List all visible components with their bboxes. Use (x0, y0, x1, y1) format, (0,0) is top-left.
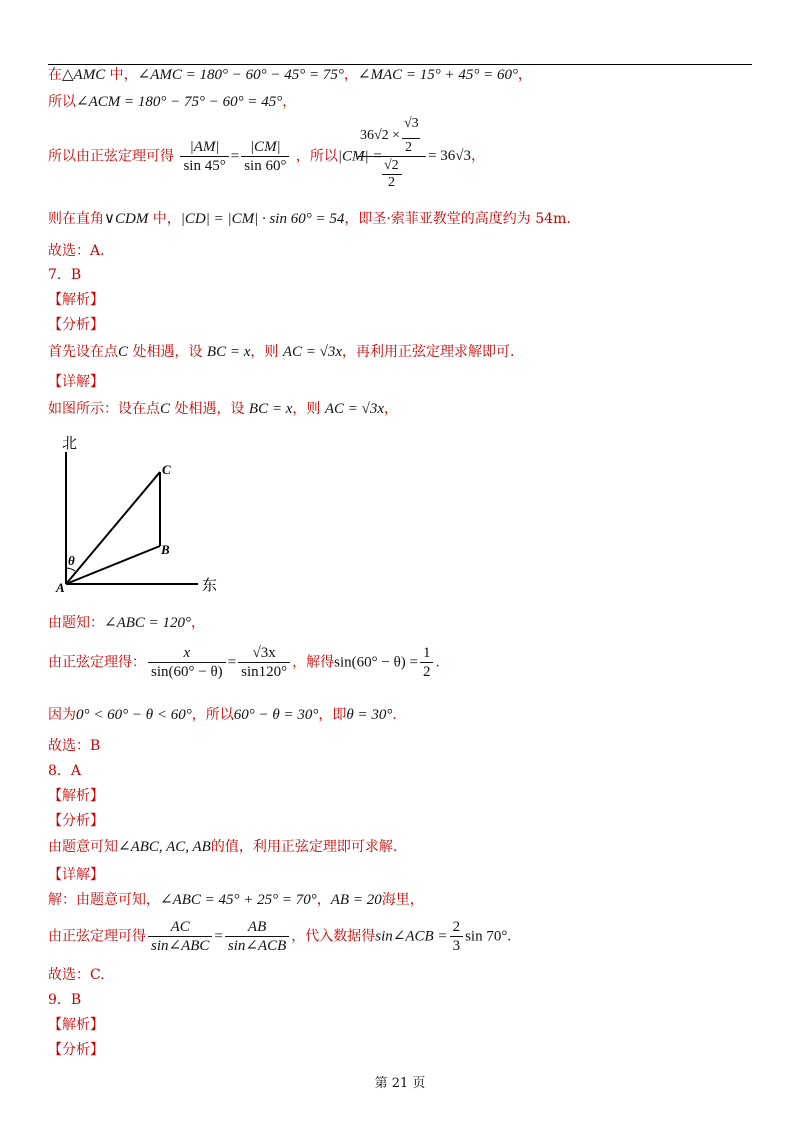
page-number: 第 21 页 (374, 1076, 426, 1091)
text: ，即圣·索菲亚教堂的高度约为 54m. (344, 211, 571, 227)
math: C (160, 401, 171, 417)
question-number: 9．B (48, 992, 82, 1008)
answer-line: 故选：B (48, 738, 101, 754)
math: θ = 30° (346, 707, 393, 723)
line-13 (48, 644, 440, 681)
denominator: sin 45° (183, 158, 226, 174)
math: ∠AMC = 180° − 60° − 45° = 75° (137, 67, 344, 83)
answer-line: 故选：C. (48, 967, 105, 983)
header-rule (48, 64, 752, 65)
text: 因为 (48, 707, 76, 723)
denominator: √2 (384, 158, 399, 173)
denominator: sin∠ABC (151, 938, 210, 954)
text: ，解得 (292, 654, 335, 671)
math: ∠ABC = 45° + 25° = 70° (160, 892, 317, 908)
sqrt3: √3 (404, 116, 419, 131)
text: 处相遇，设 (128, 344, 207, 360)
line-3 (48, 138, 383, 175)
text: ， (384, 401, 399, 417)
text: ，则 (250, 344, 283, 360)
text: 中， (148, 211, 181, 227)
text: ， (470, 148, 485, 164)
text: 中， (105, 67, 138, 83)
denominator: sin120° (241, 664, 288, 680)
text: 由题知： (48, 615, 104, 631)
section-analysis: 【解析】 (48, 1017, 104, 1033)
line-1 (48, 66, 532, 84)
fraction (225, 918, 289, 955)
label-east: 东 (202, 578, 218, 594)
math: AB = 20 (330, 892, 382, 908)
text: . (435, 654, 440, 671)
text: 的值，利用正弦定理即可求解. (210, 839, 398, 855)
text: 由正弦定理可得 (48, 928, 146, 945)
label-theta: θ (68, 553, 75, 568)
text: ，再利用正弦定理求解即可. (342, 344, 515, 360)
compound-fraction (358, 116, 428, 192)
text: 海里， (381, 892, 424, 908)
segment-ab (66, 546, 160, 584)
text: 所以 (48, 94, 76, 110)
equals: = (227, 654, 237, 671)
sub-denominator: 2 (388, 175, 395, 190)
math: 60° − θ = 30° (233, 707, 319, 723)
math: ∠ACM = 180° − 75° − 60° = 45° (76, 94, 283, 110)
line-11 (48, 400, 398, 418)
numerator: 36√2 × (360, 128, 401, 143)
geometry-diagram (48, 432, 228, 598)
text: ， (191, 615, 206, 631)
fraction-half (420, 644, 434, 681)
math: 0° < 60° − θ < 60° (76, 707, 192, 723)
label-north: 北 (62, 436, 78, 452)
math: ∠ABC = 120° (104, 615, 192, 631)
section-analysis: 【解析】 (48, 788, 104, 804)
math: sin(60° − θ) = (334, 654, 418, 671)
text: ，所以 (295, 148, 338, 165)
text: ，代入数据得 (291, 928, 376, 945)
text: ，则 (292, 401, 325, 417)
label-c: C (162, 462, 171, 477)
math: AC = √3x (282, 344, 343, 360)
fraction (148, 644, 226, 681)
math: = 36√3 (428, 148, 471, 164)
math: C (118, 344, 129, 360)
question-number: 8．A (48, 763, 82, 779)
sub-fraction-bar (402, 138, 420, 139)
denominator: sin∠ACB (227, 938, 287, 954)
numerator: 2 (450, 918, 464, 937)
question-number: 7．B (48, 267, 82, 283)
text: 解：由题意可知， (48, 892, 160, 908)
text: ， (343, 67, 358, 83)
text: 如图所示：设在点 (48, 401, 160, 417)
fraction (238, 644, 290, 681)
line-9 (48, 343, 514, 361)
numerator: x (148, 644, 226, 663)
segment-ac (66, 472, 160, 584)
math: BC = x (206, 344, 251, 360)
numerator: AB (225, 918, 289, 937)
label-b: B (161, 542, 170, 557)
section-detail: 【详解】 (48, 374, 104, 390)
section-detail: 【详解】 (48, 867, 104, 883)
line-4 (48, 210, 571, 228)
section-analysis-2: 【分析】 (48, 317, 104, 333)
line-21 (48, 891, 424, 909)
sub-denominator: 2 (405, 140, 412, 155)
line-3-tail (428, 147, 485, 165)
text: 所以由正弦定理可得 (48, 148, 174, 165)
text: 在 (48, 67, 62, 83)
fraction (148, 918, 212, 955)
fraction-two-thirds (450, 918, 464, 955)
math: |CD| = |CM| · sin 60° = 54 (180, 211, 345, 227)
text: 首先设在点 (48, 344, 118, 360)
fraction-am-sin45 (180, 138, 228, 175)
line-2 (48, 93, 296, 111)
denominator: 3 (452, 938, 461, 954)
math: |CM| = (337, 148, 383, 165)
fraction-cm-sin60 (241, 138, 289, 175)
math: AC = √3x (324, 401, 385, 417)
section-analysis-2: 【分析】 (48, 1042, 104, 1058)
text: ， (282, 94, 297, 110)
numerator: |CM| (241, 138, 289, 157)
section-analysis-2: 【分析】 (48, 813, 104, 829)
equals: = (214, 928, 223, 945)
numerator: √3x (238, 644, 290, 663)
math: ∨CDM (104, 211, 149, 227)
label-a: A (56, 580, 65, 595)
math: sin 70°. (465, 928, 512, 945)
text: . (392, 707, 397, 723)
text: ，即 (318, 707, 347, 723)
math: △AMC (62, 67, 106, 83)
line-14 (48, 706, 397, 724)
text: 处相遇，设 (170, 401, 249, 417)
text: 由正弦定理得： (48, 654, 146, 671)
math: sin∠ACB = (375, 928, 448, 945)
math: ∠ABC, AC, AB (118, 839, 211, 855)
numerator: |AM| (180, 138, 228, 157)
text: ， (517, 67, 532, 83)
numerator: 1 (420, 644, 434, 663)
denominator: sin 60° (244, 158, 287, 174)
answer-line: 故选：A. (48, 243, 105, 259)
section-analysis: 【解析】 (48, 292, 104, 308)
denominator: 2 (422, 664, 431, 680)
line-12 (48, 614, 205, 632)
math: BC = x (248, 401, 293, 417)
main-fraction-bar (358, 156, 426, 157)
text: 则在直角 (48, 211, 104, 227)
text: 由题意可知 (48, 839, 118, 855)
text: ， (316, 892, 331, 908)
denominator: sin(60° − θ) (151, 664, 223, 680)
line-22 (48, 918, 511, 955)
text: ，所以 (191, 707, 234, 723)
numerator: AC (148, 918, 212, 937)
line-19 (48, 838, 397, 856)
math: ∠MAC = 15° + 45° = 60° (357, 67, 518, 83)
angle-arc (66, 568, 75, 571)
equals: = (230, 148, 240, 165)
